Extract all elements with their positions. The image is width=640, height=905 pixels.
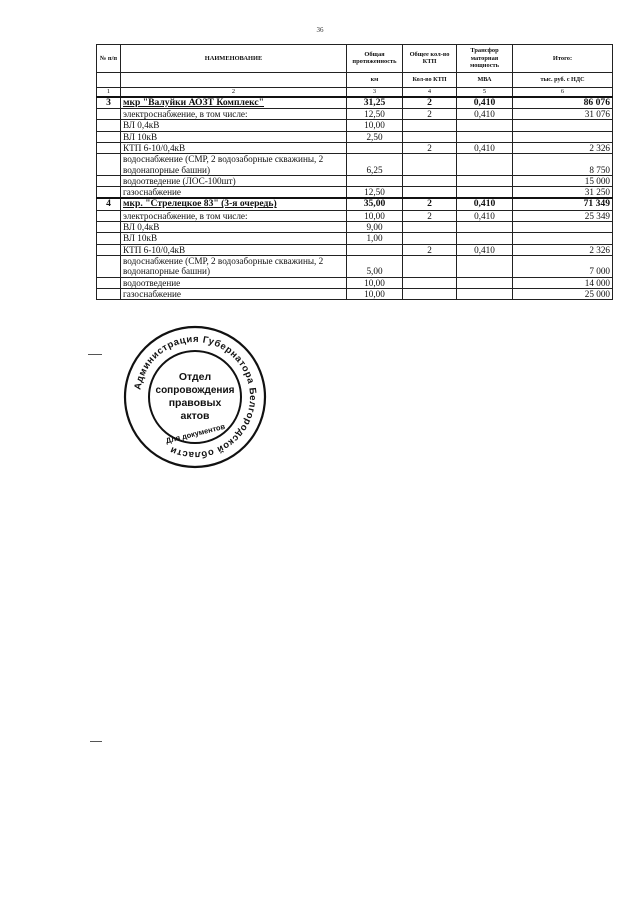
- header-total: Итого:: [513, 45, 613, 73]
- table-row: [97, 233, 613, 244]
- row-total: 2 326: [513, 244, 613, 255]
- table-row: [97, 154, 613, 176]
- row-ktp-count: [403, 288, 457, 299]
- row-total: [513, 233, 613, 244]
- row-name: газоснабжение: [121, 288, 347, 299]
- row-name: ВЛ 0,4кВ: [121, 120, 347, 131]
- row-total: 7 000: [513, 255, 613, 277]
- row-length: 10,00: [347, 210, 403, 221]
- table-row-group: [97, 97, 613, 109]
- table-row: [97, 244, 613, 255]
- table-row: [97, 131, 613, 142]
- cost-table: [96, 44, 613, 300]
- row-ktp-count: [403, 131, 457, 142]
- row-total: 2 326: [513, 142, 613, 153]
- row-name: ВЛ 10кВ: [121, 131, 347, 142]
- row-number: [97, 154, 121, 176]
- row-power: [457, 233, 513, 244]
- row-number: [97, 277, 121, 288]
- row-length: 10,00: [347, 120, 403, 131]
- row-number: [97, 244, 121, 255]
- scan-mark: [88, 354, 102, 355]
- row-length: 35,00: [347, 198, 403, 210]
- row-length: 31,25: [347, 97, 403, 109]
- table-row: [97, 277, 613, 288]
- table-body: [97, 97, 613, 300]
- column-index: 2: [121, 87, 347, 97]
- table-row: [97, 187, 613, 199]
- column-index: 5: [457, 87, 513, 97]
- row-power: [457, 187, 513, 199]
- unit-ktp-count: Кол-во КТП: [403, 72, 457, 87]
- row-power: [457, 131, 513, 142]
- row-total: [513, 222, 613, 233]
- row-length: 6,25: [347, 154, 403, 176]
- row-ktp-count: 2: [403, 210, 457, 221]
- row-number: [97, 233, 121, 244]
- unit-length: км: [347, 72, 403, 87]
- table-row: [97, 142, 613, 153]
- row-power: [457, 154, 513, 176]
- row-total: 25 000: [513, 288, 613, 299]
- stamp-line: сопровождения: [155, 385, 235, 396]
- row-total: 71 349: [513, 198, 613, 210]
- row-name: КТП 6-10/0,4кВ: [121, 244, 347, 255]
- row-power: [457, 175, 513, 186]
- row-power: 0,410: [457, 109, 513, 120]
- row-length: 12,50: [347, 187, 403, 199]
- row-name: мкр "Валуйки АОЗТ Комплекс": [121, 97, 347, 109]
- row-total: 8 750: [513, 154, 613, 176]
- row-total: 14 000: [513, 277, 613, 288]
- row-ktp-count: 2: [403, 109, 457, 120]
- row-power: [457, 277, 513, 288]
- unit-total: тыс. руб. с НДС: [513, 72, 613, 87]
- row-ktp-count: 2: [403, 198, 457, 210]
- row-ktp-count: [403, 154, 457, 176]
- row-total: [513, 131, 613, 142]
- row-ktp-count: [403, 255, 457, 277]
- row-name: КТП 6-10/0,4кВ: [121, 142, 347, 153]
- column-index: 1: [97, 87, 121, 97]
- table-row: [97, 222, 613, 233]
- row-name: газоснабжение: [121, 187, 347, 199]
- header-transformer: Трансфор маторная мощность: [457, 45, 513, 73]
- row-number: [97, 288, 121, 299]
- row-number: [97, 142, 121, 153]
- stamp-line: актов: [180, 410, 210, 422]
- row-ktp-count: [403, 175, 457, 186]
- header-no: № п/п: [97, 45, 121, 73]
- row-number: 3: [97, 97, 121, 109]
- table-row: [97, 109, 613, 120]
- row-power: 0,410: [457, 210, 513, 221]
- page-number: 36: [316, 26, 324, 34]
- row-name: водоотведение (ЛОС-100шт): [121, 175, 347, 186]
- row-name: мкр. "Стрелецкое 83" (3-я очередь): [121, 198, 347, 210]
- row-power: [457, 222, 513, 233]
- row-length: 1,00: [347, 233, 403, 244]
- row-ktp-count: 2: [403, 142, 457, 153]
- row-number: 4: [97, 198, 121, 210]
- table-row: [97, 288, 613, 299]
- row-length: 10,00: [347, 288, 403, 299]
- row-total: 31 076: [513, 109, 613, 120]
- row-power: 0,410: [457, 198, 513, 210]
- row-number: [97, 109, 121, 120]
- row-length: [347, 244, 403, 255]
- stamp-ring-text: Администрация Губернатора Белгородской области: [132, 333, 259, 461]
- stamp-line: Отдел: [178, 371, 212, 383]
- row-ktp-count: [403, 120, 457, 131]
- row-length: 9,00: [347, 222, 403, 233]
- table-row: [97, 210, 613, 221]
- table-row-group: [97, 198, 613, 210]
- row-power: 0,410: [457, 142, 513, 153]
- row-total: 15 000: [513, 175, 613, 186]
- table-row: [97, 120, 613, 131]
- row-number: [97, 131, 121, 142]
- column-index: 3: [347, 87, 403, 97]
- row-name: водоотведение: [121, 277, 347, 288]
- row-power: [457, 255, 513, 277]
- row-name: водоснабжение (СМР, 2 водозаборные скважины, 2 водонапорные башни): [121, 154, 347, 176]
- row-length: [347, 142, 403, 153]
- unit-transformer: МВА: [457, 72, 513, 87]
- row-length: [347, 175, 403, 186]
- row-name: электроснабжение, в том числе:: [121, 210, 347, 221]
- row-number: [97, 187, 121, 199]
- row-power: 0,410: [457, 244, 513, 255]
- row-number: [97, 120, 121, 131]
- scan-mark: [90, 741, 102, 742]
- unit-no: [97, 72, 121, 87]
- row-power: [457, 288, 513, 299]
- row-ktp-count: [403, 222, 457, 233]
- row-name: ВЛ 0,4кВ: [121, 222, 347, 233]
- row-length: 2,50: [347, 131, 403, 142]
- row-ktp-count: [403, 277, 457, 288]
- row-total: 86 076: [513, 97, 613, 109]
- row-number: [97, 175, 121, 186]
- row-ktp-count: [403, 187, 457, 199]
- row-name: ВЛ 10кВ: [121, 233, 347, 244]
- column-index: 4: [403, 87, 457, 97]
- row-total: 31 250: [513, 187, 613, 199]
- header-name: НАИМЕНОВАНИЕ: [121, 45, 347, 73]
- row-ktp-count: 2: [403, 97, 457, 109]
- row-ktp-count: 2: [403, 244, 457, 255]
- stamp-bottom-text: Для документов: [164, 421, 226, 446]
- table-row: [97, 255, 613, 277]
- row-power: [457, 120, 513, 131]
- row-length: 5,00: [347, 255, 403, 277]
- seal-stamp: [120, 322, 270, 472]
- table-row: [97, 175, 613, 186]
- header-ktp-count: Общее кол-во КТП: [403, 45, 457, 73]
- row-length: 12,50: [347, 109, 403, 120]
- column-index: 6: [513, 87, 613, 97]
- row-length: 10,00: [347, 277, 403, 288]
- row-number: [97, 210, 121, 221]
- row-total: [513, 120, 613, 131]
- row-power: 0,410: [457, 97, 513, 109]
- row-name: водоснабжение (СМР, 2 водозаборные скважины, 2 водонапорные башни): [121, 255, 347, 277]
- unit-name: [121, 72, 347, 87]
- row-total: 25 349: [513, 210, 613, 221]
- row-number: [97, 255, 121, 277]
- row-ktp-count: [403, 233, 457, 244]
- stamp-line: правовых: [168, 397, 222, 409]
- header-length: Общая протяженность: [347, 45, 403, 73]
- row-number: [97, 222, 121, 233]
- row-name: электроснабжение, в том числе:: [121, 109, 347, 120]
